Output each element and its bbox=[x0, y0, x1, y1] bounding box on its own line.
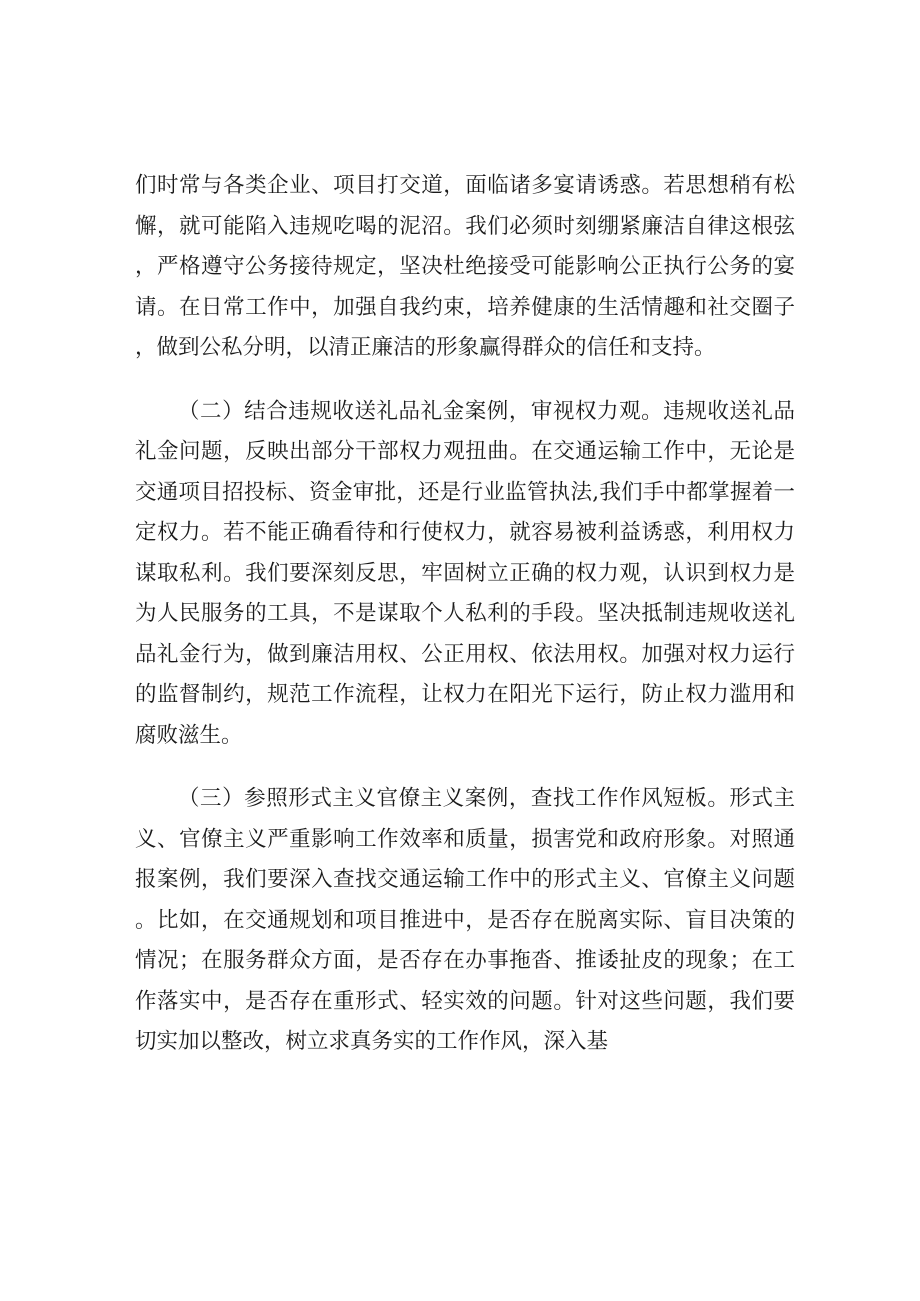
document-body bbox=[135, 166, 795, 1086]
paragraph-section-two: （二）结合违规收送礼品礼金案例，审视权力观。违规收送礼品礼金问题，反映出部分干部权力观扭曲。在交通运输工作中，无论是交通项目招投标、资金审批，还是行业监管执法,我们手中都掌握着一定权力。若不能正确看待和行使权力，就容易被利益诱惑，利用权力谋取私利。我们要深刻反思，牢固树立正确的权力观，认识到权力是为人民服务的工具，不是谋取个人私利的手段。坚决抵制违规收送礼品礼金行为，做到廉洁用权、公正用权、依法用权。加强对权力运行的监督制约，规范工作流程，让权力在阳光下运行，防止权力滥用和腐败滋生。 bbox=[135, 398, 795, 748]
paragraph-section-three: （三）参照形式主义官僚主义案例，查找工作作风短板。形式主义、官僚主义严重影响工作效率和质量，损害党和政府形象。对照通报案例，我们要深入查找交通运输工作中的形式主义、官僚主义问题。比如，在交通规划和项目推进中，是否存在脱离实际、盲目决策的情况；在服务群众方面，是否存在办事拖沓、推诿扯皮的现象；在工作落实中，是否存在重形式、轻实效的问题。针对这些问题，我们要切实加以整改，树立求真务实的工作作风，深入基 bbox=[135, 786, 795, 1054]
paragraph-continuation: 们时常与各类企业、项目打交道，面临诸多宴请诱惑。若思想稍有松懈，就可能陷入违规吃喝的泥沼。我们必须时刻绷紧廉洁自律这根弦，严格遵守公务接待规定，坚决杜绝接受可能影响公正执行公务的宴请。在日常工作中，加强自我约束，培养健康的生活情趣和社交圈子，做到公私分明，以清正廉洁的形象赢得群众的信任和支持。 bbox=[135, 173, 795, 360]
